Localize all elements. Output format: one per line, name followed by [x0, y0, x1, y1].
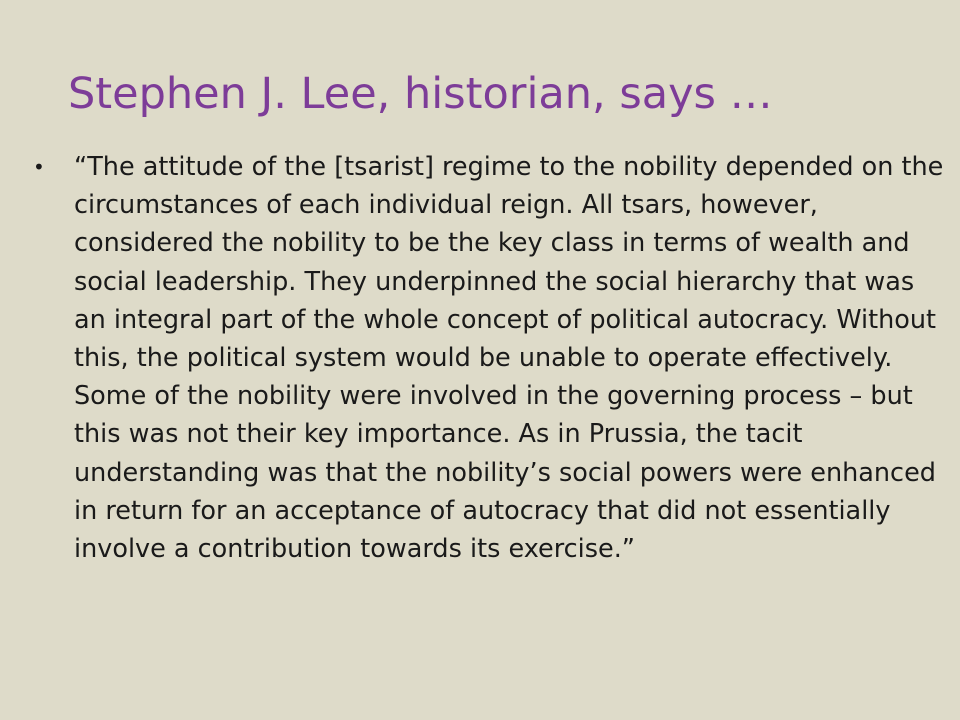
- list-item: [30, 148, 945, 568]
- quote-text: “The attitude of the [tsarist] regime to the nobility depended on the circumstances of each individual reign. All tsars, however, considered the nobility to be the key class in terms of wealth and social leadership. They underpinned the social hierarchy that was an integral part of the whole concept of political autocracy. Without this, the political system would be unable to operate effectively. Some of the nobility were involved in the governing process – but this was not their key importance. As in Prussia, the tacit understanding was that the nobility’s social powers were enhanced in return for an acceptance of autocracy that did not essentially involve a contribution towards its exercise.”: [74, 152, 944, 565]
- slide-title: Stephen J. Lee, historian, says …: [68, 69, 773, 119]
- bullet-icon: •: [33, 155, 45, 179]
- bullet-list: [30, 148, 945, 568]
